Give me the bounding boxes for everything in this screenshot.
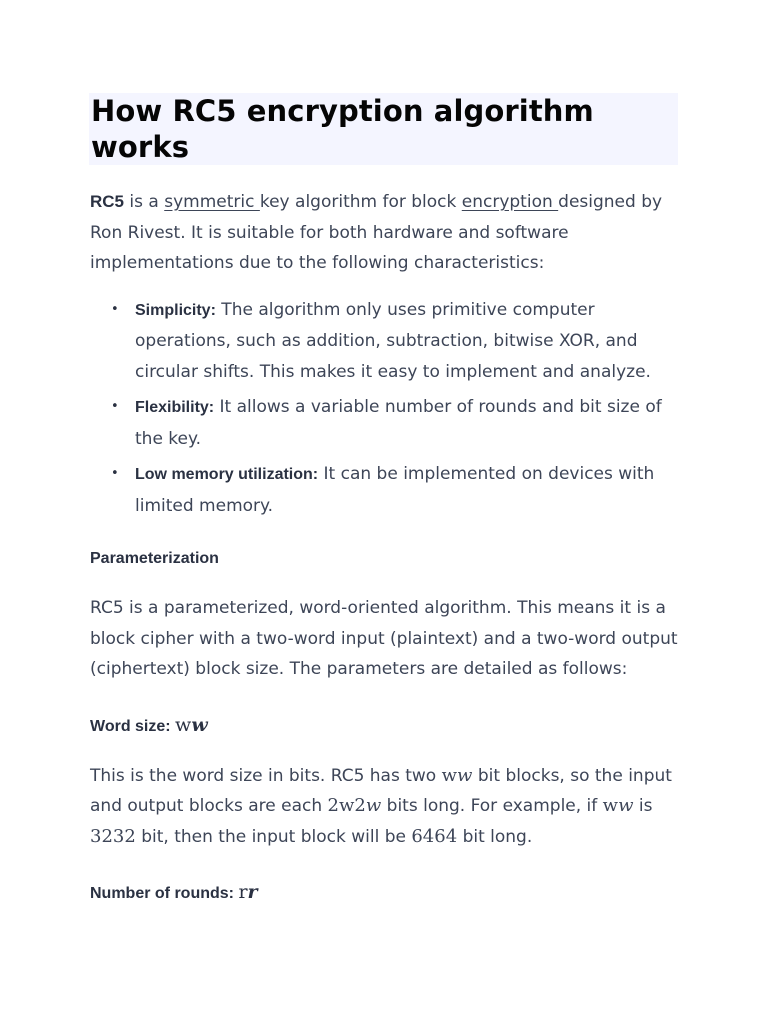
math-number: 3232: [90, 825, 136, 847]
math-symbol: w: [441, 764, 458, 786]
page-title: How RC5 encryption algorithm works: [91, 94, 594, 164]
math-symbol: r: [247, 881, 258, 903]
math-symbol: w: [175, 713, 192, 736]
list-item-term: Flexibility:: [135, 399, 215, 416]
math-symbol: 2: [354, 795, 366, 816]
word-size-heading: [90, 713, 678, 739]
intro-text-2: key algorithm for block: [259, 192, 462, 212]
word-size-text: bits long. For example, if: [381, 796, 603, 816]
parameterization-heading: Parameterization: [90, 550, 219, 567]
list-item-text: It allows a variable number of rounds and bit size of the key.: [135, 397, 662, 449]
rounds-label: Number of rounds:: [90, 885, 239, 902]
article: [90, 93, 678, 906]
math-symbol: r: [238, 881, 248, 903]
list-item-flexibility: [135, 392, 678, 454]
word-size-paragraph: [90, 761, 678, 853]
list-item-low-memory: [135, 459, 678, 521]
characteristics-list: [90, 295, 678, 522]
rounds-heading: [90, 880, 678, 906]
math-symbol: w: [191, 713, 208, 736]
math-number: 6464: [411, 825, 458, 847]
math-symbol: w: [365, 795, 382, 816]
symmetric-link[interactable]: symmetric: [164, 192, 260, 212]
word-size-text: bit, then the input block will be: [135, 826, 412, 847]
encryption-link[interactable]: encryption: [461, 192, 559, 212]
list-item-term: Simplicity:: [135, 301, 216, 319]
math-symbol: w: [602, 795, 619, 816]
word-size-text: bit blocks, so the input and output blocks are each: [90, 765, 672, 816]
list-item-term: Low memory utilization:: [135, 466, 319, 483]
math-symbol: w: [457, 764, 473, 786]
word-size-label: Word size:: [90, 717, 176, 735]
math-symbol: w: [618, 795, 634, 816]
list-item-simplicity: [135, 295, 678, 388]
word-size-text: is: [633, 796, 653, 816]
word-size-text: bit long.: [457, 826, 533, 847]
math-symbol: 2w: [327, 795, 355, 816]
intro-paragraph: [90, 187, 678, 279]
list-item-text: It can be implemented on devices with limited memory.: [135, 464, 655, 516]
list-item-text: The algorithm only uses primitive computer operations, such as addition, subtraction, bitwise XOR, and circular shifts. This makes it easy to implement and analyze.: [135, 299, 651, 382]
parameterization-paragraph: RC5 is a parameterized, word-oriented algorithm. This means it is a block cipher with a two-word input (plaintext) and a two-word output (ciphertext) block size. The parameters are detailed as follows:: [90, 598, 678, 679]
title-banner: [89, 93, 678, 165]
intro-text-1: is a: [124, 192, 165, 212]
word-size-text: This is the word size in bits. RC5 has two: [90, 765, 442, 786]
intro-term: RC5: [90, 192, 125, 211]
intro-text-3: designed by Ron Rivest. It is suitable for both hardware and software implementations due to the following characteristics:: [90, 192, 663, 273]
